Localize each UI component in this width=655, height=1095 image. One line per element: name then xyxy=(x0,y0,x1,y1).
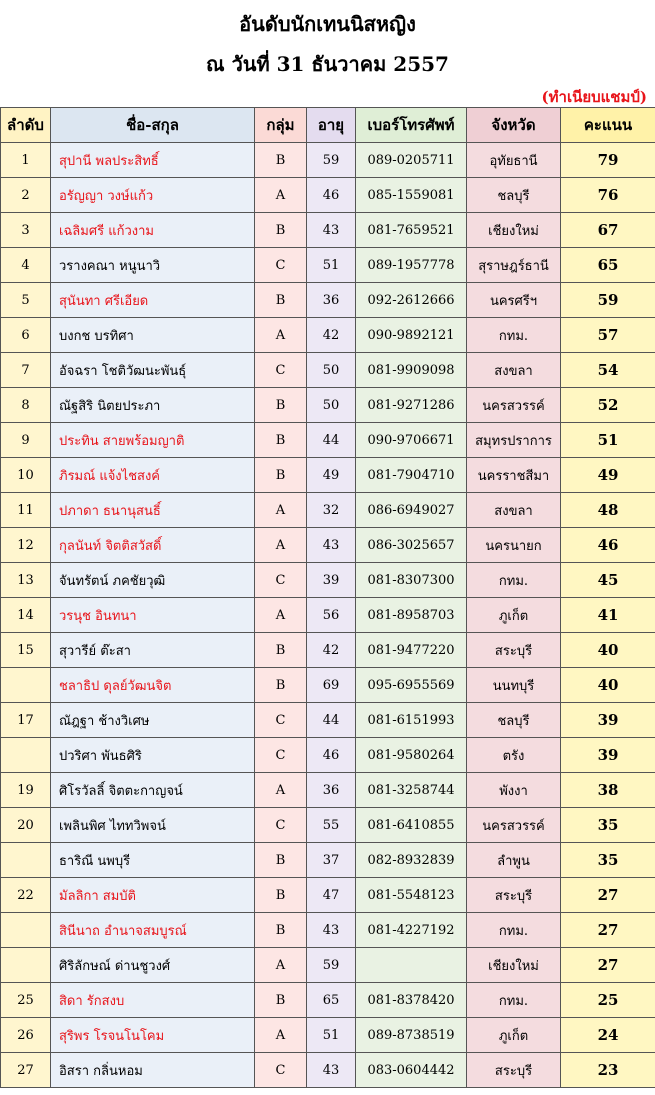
cell-name: สุนันทา ศรีเอียด xyxy=(51,283,255,318)
cell-phone: 089-0205711 xyxy=(356,143,467,178)
cell-rank: 12 xyxy=(1,528,51,563)
cell-phone: 090-9706671 xyxy=(356,423,467,458)
cell-age: 42 xyxy=(307,318,356,353)
cell-phone: 081-5548123 xyxy=(356,878,467,913)
cell-name: สุริพร โรจนโนโคม xyxy=(51,1018,255,1053)
cell-name: อัจฉรา โชติวัฒนะพันธุ์ xyxy=(51,353,255,388)
cell-points: 35 xyxy=(561,843,655,878)
cell-group: A xyxy=(255,598,307,633)
cell-points: 25 xyxy=(561,983,655,1018)
cell-province: กทม. xyxy=(467,318,561,353)
cell-age: 56 xyxy=(307,598,356,633)
cell-phone: 092-2612666 xyxy=(356,283,467,318)
cell-group: A xyxy=(255,1018,307,1053)
cell-phone: 081-9271286 xyxy=(356,388,467,423)
page-subtitle: ณ วันที่ 31 ธันวาคม 2557 xyxy=(206,52,449,76)
table-row xyxy=(1,983,655,1018)
cell-age: 69 xyxy=(307,668,356,703)
cell-phone: 090-9892121 xyxy=(356,318,467,353)
cell-age: 36 xyxy=(307,773,356,808)
cell-points: 24 xyxy=(561,1018,655,1053)
cell-group: B xyxy=(255,633,307,668)
cell-name: ปวริศา พันธศิริ xyxy=(51,738,255,773)
cell-rank: 14 xyxy=(1,598,51,633)
cell-phone: 081-8307300 xyxy=(356,563,467,598)
cell-province: สงขลา xyxy=(467,353,561,388)
cell-name: เฉลิมศรี แก้วงาม xyxy=(51,213,255,248)
cell-points: 39 xyxy=(561,703,655,738)
cell-points: 27 xyxy=(561,913,655,948)
cell-name: ชลาธิป ดุลย์วัฒนจิต xyxy=(51,668,255,703)
cell-age: 44 xyxy=(307,423,356,458)
cell-points: 27 xyxy=(561,878,655,913)
cell-name: ประทิน สายพร้อมญาติ xyxy=(51,423,255,458)
cell-province: กทม. xyxy=(467,983,561,1018)
cell-province: เชียงใหม่ xyxy=(467,213,561,248)
cell-group: B xyxy=(255,388,307,423)
cell-points: 59 xyxy=(561,283,655,318)
cell-rank: 6 xyxy=(1,318,51,353)
cell-rank: 22 xyxy=(1,878,51,913)
cell-points: 38 xyxy=(561,773,655,808)
cell-age: 43 xyxy=(307,213,356,248)
cell-group: B xyxy=(255,913,307,948)
cell-province: อุทัยธานี xyxy=(467,143,561,178)
table-row xyxy=(1,563,655,598)
cell-points: 40 xyxy=(561,668,655,703)
cell-name: ปภาดา ธนานุสนธิ์ xyxy=(51,493,255,528)
table-row xyxy=(1,878,655,913)
header-age: อายุ xyxy=(307,108,356,143)
table-row xyxy=(1,493,655,528)
cell-age: 42 xyxy=(307,633,356,668)
cell-group: C xyxy=(255,738,307,773)
cell-phone: 081-4227192 xyxy=(356,913,467,948)
cell-province: ลำพูน xyxy=(467,843,561,878)
cell-age: 46 xyxy=(307,738,356,773)
table-row xyxy=(1,248,655,283)
cell-rank: 27 xyxy=(1,1053,51,1088)
cell-province: พังงา xyxy=(467,773,561,808)
table-row xyxy=(1,283,655,318)
cell-rank xyxy=(1,843,51,878)
cell-name: สุปานี พลประสิทธิ์ xyxy=(51,143,255,178)
cell-name: สินีนาถ อำนาจสมบูรณ์ xyxy=(51,913,255,948)
cell-rank: 26 xyxy=(1,1018,51,1053)
cell-points: 40 xyxy=(561,633,655,668)
cell-province: นครราชสีมา xyxy=(467,458,561,493)
cell-name: อรัญญา วงษ์แก้ว xyxy=(51,178,255,213)
table-row xyxy=(1,948,655,983)
header-province: จังหวัด xyxy=(467,108,561,143)
cell-age: 37 xyxy=(307,843,356,878)
cell-rank: 1 xyxy=(1,143,51,178)
header-phone: เบอร์โทรศัพท์ xyxy=(356,108,467,143)
cell-points: 52 xyxy=(561,388,655,423)
cell-name: ณัฎฐา ช้างวิเศษ xyxy=(51,703,255,738)
table-row xyxy=(1,1018,655,1053)
cell-group: C xyxy=(255,248,307,283)
cell-province: นนทบุรี xyxy=(467,668,561,703)
ranking-table xyxy=(0,107,655,1088)
cell-points: 48 xyxy=(561,493,655,528)
table-row xyxy=(1,703,655,738)
cell-rank xyxy=(1,948,51,983)
header-rank: ลำดับ xyxy=(1,108,51,143)
cell-points: 57 xyxy=(561,318,655,353)
table-row xyxy=(1,633,655,668)
cell-name: ภิรมณ์ แจ้งไชสงค์ xyxy=(51,458,255,493)
cell-phone: 082-8932839 xyxy=(356,843,467,878)
cell-rank xyxy=(1,738,51,773)
cell-group: B xyxy=(255,458,307,493)
cell-name: จันทรัตน์ ภคชัยวุฒิ xyxy=(51,563,255,598)
cell-province: ตรัง xyxy=(467,738,561,773)
cell-group: C xyxy=(255,808,307,843)
cell-name: มัลลิกา สมบัติ xyxy=(51,878,255,913)
table-row xyxy=(1,213,655,248)
cell-points: 67 xyxy=(561,213,655,248)
cell-rank xyxy=(1,668,51,703)
cell-phone: 086-6949027 xyxy=(356,493,467,528)
table-row xyxy=(1,668,655,703)
cell-name: เพลินพิศ ไททวิพจน์ xyxy=(51,808,255,843)
cell-rank: 3 xyxy=(1,213,51,248)
cell-group: C xyxy=(255,703,307,738)
cell-province: นครสวรรค์ xyxy=(467,388,561,423)
cell-age: 59 xyxy=(307,948,356,983)
cell-phone: 089-8738519 xyxy=(356,1018,467,1053)
cell-group: B xyxy=(255,843,307,878)
cell-group: A xyxy=(255,773,307,808)
cell-points: 27 xyxy=(561,948,655,983)
cell-group: C xyxy=(255,563,307,598)
cell-age: 43 xyxy=(307,913,356,948)
cell-points: 39 xyxy=(561,738,655,773)
table-row xyxy=(1,773,655,808)
cell-name: อิสรา กลิ่นหอม xyxy=(51,1053,255,1088)
header-group: กลุ่ม xyxy=(255,108,307,143)
cell-group: C xyxy=(255,353,307,388)
cell-name: ธาริณี นพบุรี xyxy=(51,843,255,878)
header-row xyxy=(1,108,655,143)
cell-province: เชียงใหม่ xyxy=(467,948,561,983)
cell-province: กทม. xyxy=(467,913,561,948)
cell-phone: 085-1559081 xyxy=(356,178,467,213)
cell-age: 51 xyxy=(307,248,356,283)
cell-phone: 081-7904710 xyxy=(356,458,467,493)
cell-rank: 13 xyxy=(1,563,51,598)
header-points: คะแนน xyxy=(561,108,655,143)
table-row xyxy=(1,1053,655,1088)
page-title: อันดับนักเทนนิสหญิง xyxy=(239,12,416,36)
cell-group: A xyxy=(255,948,307,983)
cell-province: กทม. xyxy=(467,563,561,598)
cell-province: นครนายก xyxy=(467,528,561,563)
cell-name: วรนุช อินทนา xyxy=(51,598,255,633)
cell-age: 43 xyxy=(307,528,356,563)
cell-phone: 081-9580264 xyxy=(356,738,467,773)
cell-age: 51 xyxy=(307,1018,356,1053)
table-row xyxy=(1,738,655,773)
table-row xyxy=(1,388,655,423)
cell-points: 65 xyxy=(561,248,655,283)
cell-age: 39 xyxy=(307,563,356,598)
cell-phone: 081-9477220 xyxy=(356,633,467,668)
cell-province: สระบุรี xyxy=(467,878,561,913)
cell-phone xyxy=(356,948,467,983)
cell-points: 76 xyxy=(561,178,655,213)
cell-group: B xyxy=(255,213,307,248)
cell-province: ชลบุรี xyxy=(467,703,561,738)
table-row xyxy=(1,528,655,563)
cell-rank: 25 xyxy=(1,983,51,1018)
table-row xyxy=(1,808,655,843)
table-row xyxy=(1,913,655,948)
table-row xyxy=(1,458,655,493)
cell-points: 51 xyxy=(561,423,655,458)
cell-age: 47 xyxy=(307,878,356,913)
cell-province: สระบุรี xyxy=(467,633,561,668)
cell-name: สิดา รักสงบ xyxy=(51,983,255,1018)
cell-rank: 8 xyxy=(1,388,51,423)
cell-phone: 081-6410855 xyxy=(356,808,467,843)
cell-name: สุวารีย์ ต๊ะสา xyxy=(51,633,255,668)
cell-points: 45 xyxy=(561,563,655,598)
cell-points: 79 xyxy=(561,143,655,178)
cell-rank: 9 xyxy=(1,423,51,458)
table-row xyxy=(1,598,655,633)
cell-points: 35 xyxy=(561,808,655,843)
cell-name: ณัฐสิริ นิตยประภา xyxy=(51,388,255,423)
cell-province: นครศรีฯ xyxy=(467,283,561,318)
cell-rank: 20 xyxy=(1,808,51,843)
cell-province: ภูเก็ต xyxy=(467,1018,561,1053)
cell-points: 54 xyxy=(561,353,655,388)
cell-group: B xyxy=(255,878,307,913)
table-row xyxy=(1,143,655,178)
cell-name: บงกช บรทิศา xyxy=(51,318,255,353)
table-row xyxy=(1,843,655,878)
table-row xyxy=(1,318,655,353)
cell-age: 32 xyxy=(307,493,356,528)
champion-note: (ทำเนียบแชมป์) xyxy=(541,88,647,106)
cell-province: ชลบุรี xyxy=(467,178,561,213)
cell-phone: 081-9909098 xyxy=(356,353,467,388)
cell-points: 49 xyxy=(561,458,655,493)
cell-age: 49 xyxy=(307,458,356,493)
table-row xyxy=(1,423,655,458)
cell-name: ศิริลักษณ์ ด่านชูวงศ์ xyxy=(51,948,255,983)
cell-age: 50 xyxy=(307,353,356,388)
cell-rank: 10 xyxy=(1,458,51,493)
cell-rank: 19 xyxy=(1,773,51,808)
cell-phone: 081-7659521 xyxy=(356,213,467,248)
cell-rank: 4 xyxy=(1,248,51,283)
cell-age: 50 xyxy=(307,388,356,423)
table-row xyxy=(1,178,655,213)
cell-province: สงขลา xyxy=(467,493,561,528)
cell-province: สมุทรปราการ xyxy=(467,423,561,458)
cell-province: สระบุรี xyxy=(467,1053,561,1088)
cell-phone: 081-3258744 xyxy=(356,773,467,808)
cell-rank: 17 xyxy=(1,703,51,738)
cell-group: B xyxy=(255,668,307,703)
cell-rank xyxy=(1,913,51,948)
cell-rank: 7 xyxy=(1,353,51,388)
cell-province: นครสวรรค์ xyxy=(467,808,561,843)
cell-phone: 081-6151993 xyxy=(356,703,467,738)
table-row xyxy=(1,353,655,388)
cell-group: B xyxy=(255,983,307,1018)
cell-group: A xyxy=(255,493,307,528)
cell-group: C xyxy=(255,1053,307,1088)
cell-group: B xyxy=(255,283,307,318)
cell-rank: 2 xyxy=(1,178,51,213)
cell-points: 46 xyxy=(561,528,655,563)
cell-points: 23 xyxy=(561,1053,655,1088)
cell-rank: 5 xyxy=(1,283,51,318)
cell-points: 41 xyxy=(561,598,655,633)
cell-group: B xyxy=(255,143,307,178)
cell-rank: 11 xyxy=(1,493,51,528)
cell-province: ภูเก็ต xyxy=(467,598,561,633)
cell-group: A xyxy=(255,528,307,563)
cell-age: 59 xyxy=(307,143,356,178)
cell-age: 55 xyxy=(307,808,356,843)
cell-age: 36 xyxy=(307,283,356,318)
cell-group: A xyxy=(255,318,307,353)
cell-phone: 086-3025657 xyxy=(356,528,467,563)
cell-name: กุลนันท์ จิตติสวัสดิ์ xyxy=(51,528,255,563)
cell-phone: 081-8378420 xyxy=(356,983,467,1018)
cell-rank: 15 xyxy=(1,633,51,668)
cell-phone: 095-6955569 xyxy=(356,668,467,703)
cell-phone: 083-0604442 xyxy=(356,1053,467,1088)
cell-province: สุราษฎร์ธานี xyxy=(467,248,561,283)
cell-phone: 089-1957778 xyxy=(356,248,467,283)
header-name: ชื่อ-สกุล xyxy=(51,108,255,143)
cell-age: 65 xyxy=(307,983,356,1018)
cell-phone: 081-8958703 xyxy=(356,598,467,633)
cell-group: B xyxy=(255,423,307,458)
cell-age: 44 xyxy=(307,703,356,738)
cell-name: ศิโรวัลลิ์ จิตตะกาญจน์ xyxy=(51,773,255,808)
cell-group: A xyxy=(255,178,307,213)
cell-age: 46 xyxy=(307,178,356,213)
cell-name: วรางคณา หนูนาวิ xyxy=(51,248,255,283)
cell-age: 43 xyxy=(307,1053,356,1088)
